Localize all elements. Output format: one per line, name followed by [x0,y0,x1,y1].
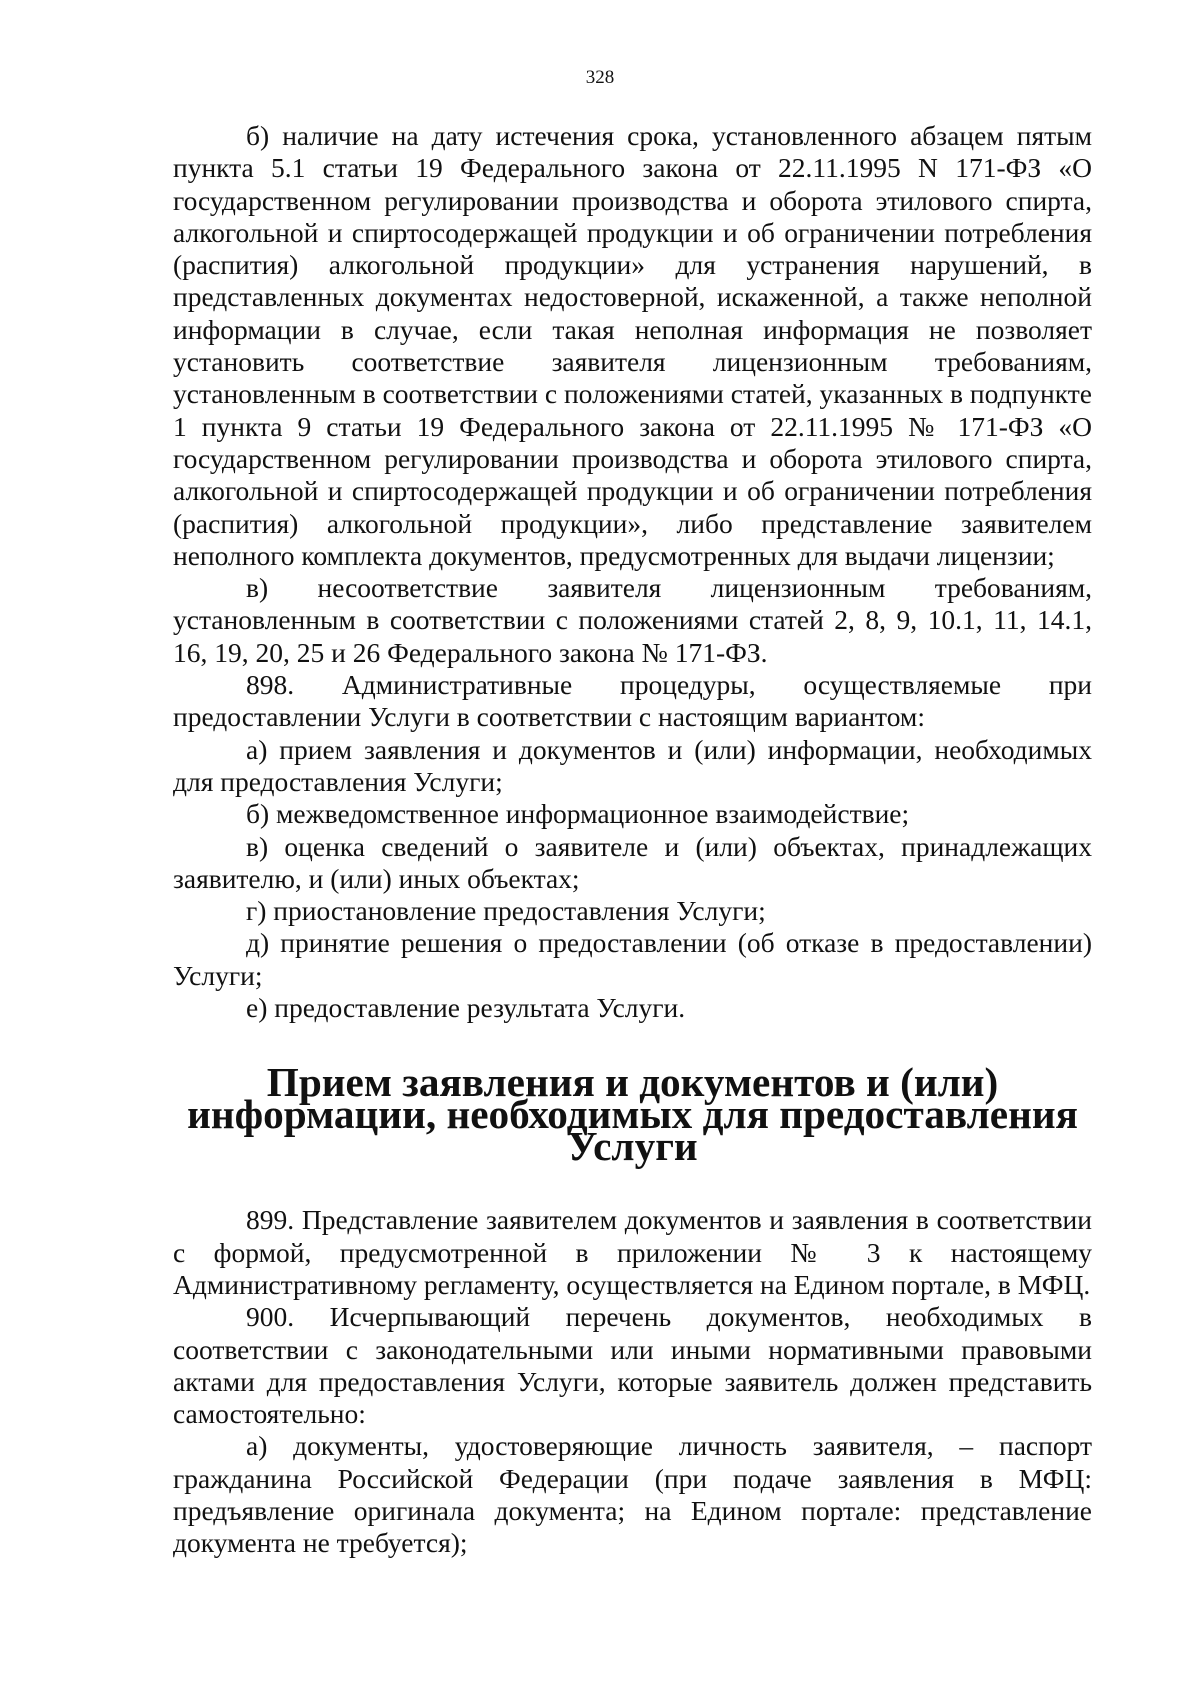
paragraph-v-noncompliance: в) несоответствие заявителя лицензионным требованиям, установленным в соответствии с положениями статей 2, 8, 9, 10.1, 11, 14.1, 16, 19, 20, 25 и 26 Федерального закона № 171-ФЗ. [173,572,1092,668]
document-body [173,120,1092,1560]
paragraph-900: 900. Исчерпывающий перечень документов, необходимых в соответствии с законодательными или иными нормативными правовыми актами для предоставления Услуги, которые заявитель должен представить самостоятельно: [173,1301,1092,1430]
list-item-a: а) прием заявления и документов и (или) информации, необходимых для предоставления Услуги; [173,733,1092,797]
paragraph-898: 898. Административные процедуры, осуществляемые при предоставлении Услуги в соответствии с настоящим вариантом: [173,669,1092,733]
page-number: 328 [585,67,615,88]
section-heading: Прием заявления и документов и (или) информации, необходимых для предоставления Услуги [187,1059,1078,1170]
list-item-v: в) оценка сведений о заявителе и (или) объектах, принадлежащих заявителю, и (или) иных объектах; [173,830,1092,894]
list-item-d: д) принятие решения о предоставлении (об отказе в предоставлении) Услуги; [173,927,1092,991]
list-item-b: б) межведомственное информационное взаимодействие; [246,798,910,830]
paragraph-b-grounds: б) наличие на дату истечения срока, установленного абзацем пятым пункта 5.1 статьи 19 Федерального закона от 22.11.1995 N 171-ФЗ «О государственном регулировании производства и оборота этилового спирта, алкогольной и спиртосодержащей продукции и об ограничении потребления (распития) алкогольной продукции» для устранения нарушений, в представленных документах недостоверной, искаженной, а также неполной информации в случае, если такая неполная информация не позволяет установить соответствие заявителя лицензионным требованиям, установленным в соответствии с положениями статей, указанных в подпункте 1 пункта 9 статьи 19 Федерального закона от 22.11.1995 № 171-ФЗ «О государственном регулировании производства и оборота этилового спирта, алкогольной и спиртосодержащей продукции и об ограничении потребления (распития) алкогольной продукции», либо представление заявителем неполного комплекта документов, предусмотренных для выдачи лицензии; [173,120,1092,571]
list-item-a-documents: а) документы, удостоверяющие личность заявителя, – паспорт гражданина Российской Федерации (при подаче заявления в МФЦ: предъявление оригинала документа; на Едином портале: представление документа не требуется); [173,1430,1092,1559]
list-item-g: г) приостановление предоставления Услуги; [246,895,766,927]
list-item-e: е) предоставление результата Услуги. [246,992,686,1024]
paragraph-899: 899. Представление заявителем документов и заявления в соответствии с формой, предусмотренной в приложении № 3 к настоящему Административному регламенту, осуществляется на Едином портале, в МФЦ. [173,1204,1092,1300]
